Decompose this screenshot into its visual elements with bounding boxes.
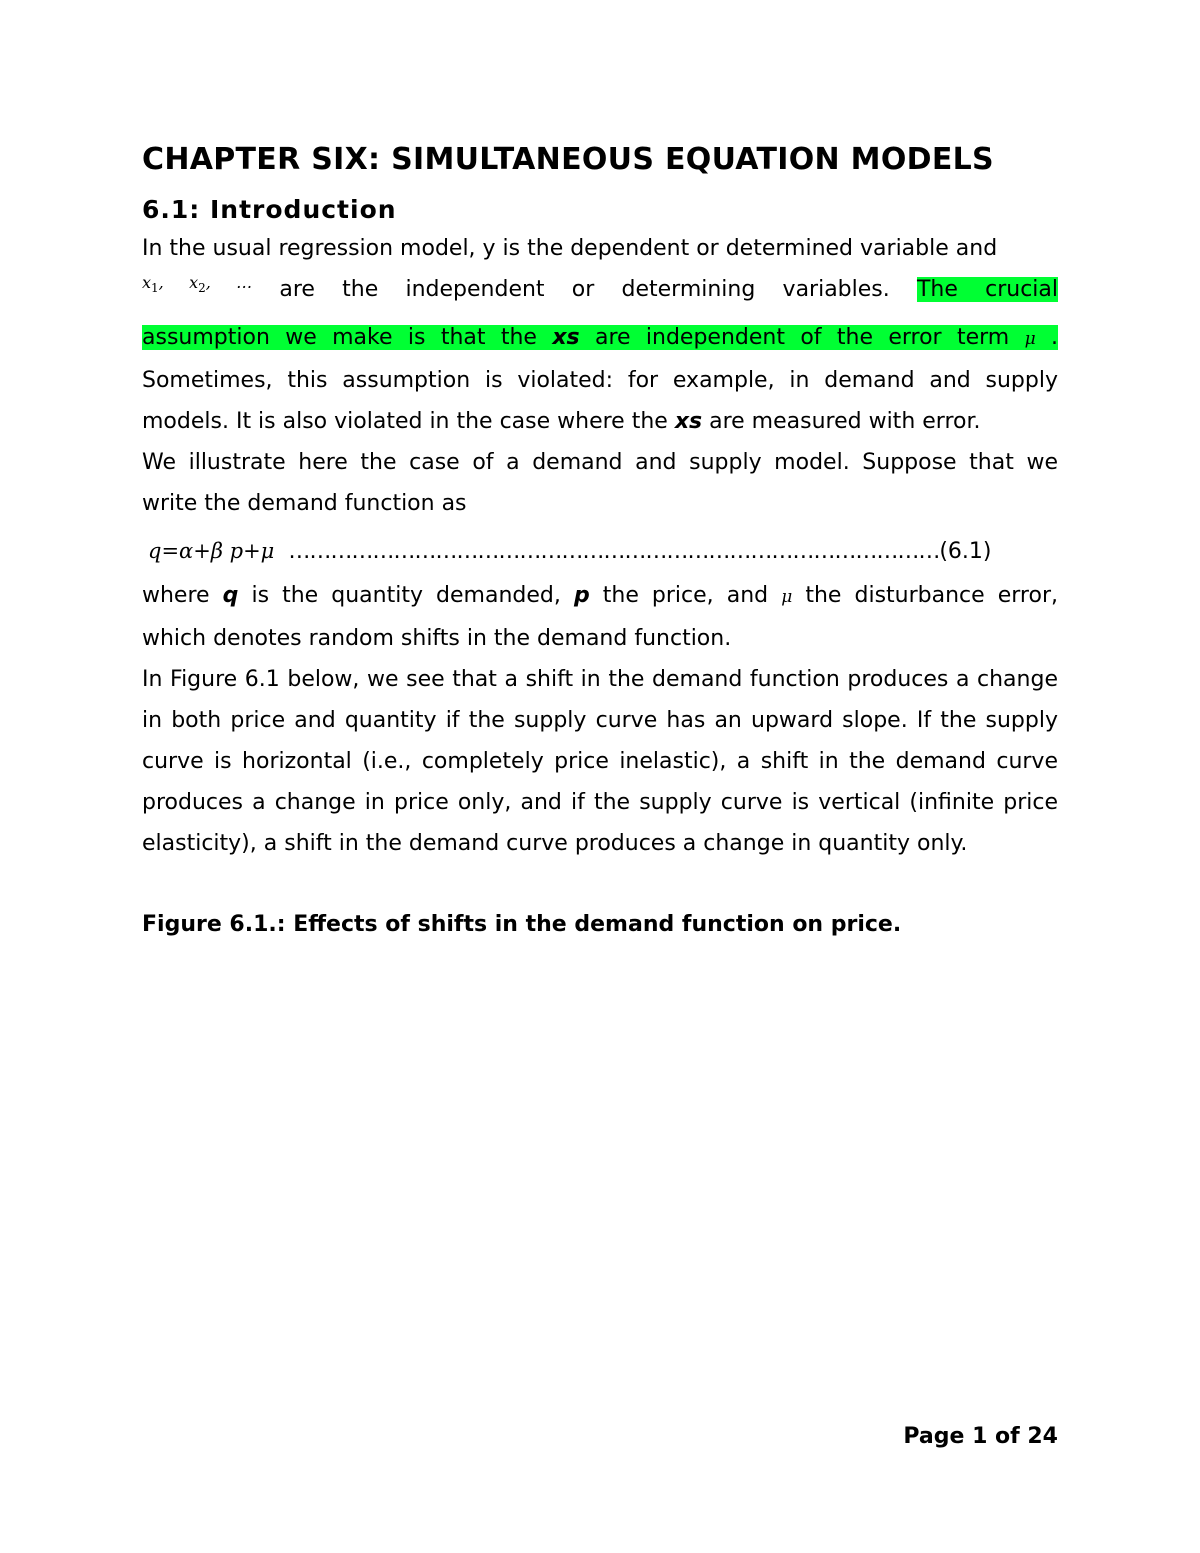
paragraph-demand-model bbox=[142, 442, 1058, 524]
mu-symbol-2: μ bbox=[781, 587, 793, 608]
demand-line-2: write the demand function as bbox=[142, 491, 467, 517]
mu-symbol: μ bbox=[1024, 329, 1036, 350]
paragraph-figure-intro: In Figure 6.1 below, we see that a shift in the demand function produces a change in both price and quantity if the supply curve has an upward slope. If the supply curve is horizontal (i.e., completely price inelastic), a shift in the demand curve produces a change in price only, and if the supply curve is vertical (infinite price elasticity), a shift in the demand curve produces a change in quantity only. bbox=[142, 667, 1058, 857]
figure-caption: Figure 6.1.: Effects of shifts in the demand function on price. bbox=[142, 912, 902, 938]
intro-line-2-text: are the independent or determining variables. bbox=[279, 277, 890, 302]
highlighted-assumption: assumption we make is that the xs are independent of the error term μ bbox=[142, 325, 1051, 350]
equation-leader-dots: ………………………………………………………………………………… bbox=[288, 539, 940, 565]
paragraph-intro bbox=[142, 228, 1058, 442]
intro-line-2 bbox=[142, 269, 1058, 317]
demand-equation: q=α+β p+μ bbox=[148, 539, 275, 564]
intro-line-3: assumption we make is that the xs are independent of the error term μ . bbox=[142, 325, 1058, 351]
where-line-1: where q is the quantity demanded, p the price, and μ the disturbance error, bbox=[142, 583, 1058, 609]
intro-line-4: Sometimes, this assumption is violated: for example, in demand and supply bbox=[142, 368, 1058, 394]
where-line-2: which denotes random shifts in the demand function. bbox=[142, 626, 732, 652]
paragraph-where bbox=[142, 575, 1058, 659]
intro-line-1: In the usual regression model, y is the dependent or determined variable and bbox=[142, 236, 998, 261]
demand-line-1: We illustrate here the case of a demand and supply model. Suppose that we bbox=[142, 450, 1058, 476]
page-number: Page 1 of 24 bbox=[903, 1424, 1058, 1449]
highlight-start: The crucial bbox=[916, 277, 1059, 302]
intro-line-5: models. It is also violated in the case where the xs are measured with error. bbox=[142, 409, 981, 435]
chapter-title: CHAPTER SIX: SIMULTANEOUS EQUATION MODELS bbox=[142, 142, 994, 177]
equation-number: (6.1) bbox=[939, 539, 992, 565]
x-variables: x1, x2, … bbox=[142, 273, 253, 296]
equation-line bbox=[142, 528, 1058, 575]
page-content bbox=[142, 138, 1058, 945]
section-heading: 6.1: Introduction bbox=[142, 195, 397, 224]
